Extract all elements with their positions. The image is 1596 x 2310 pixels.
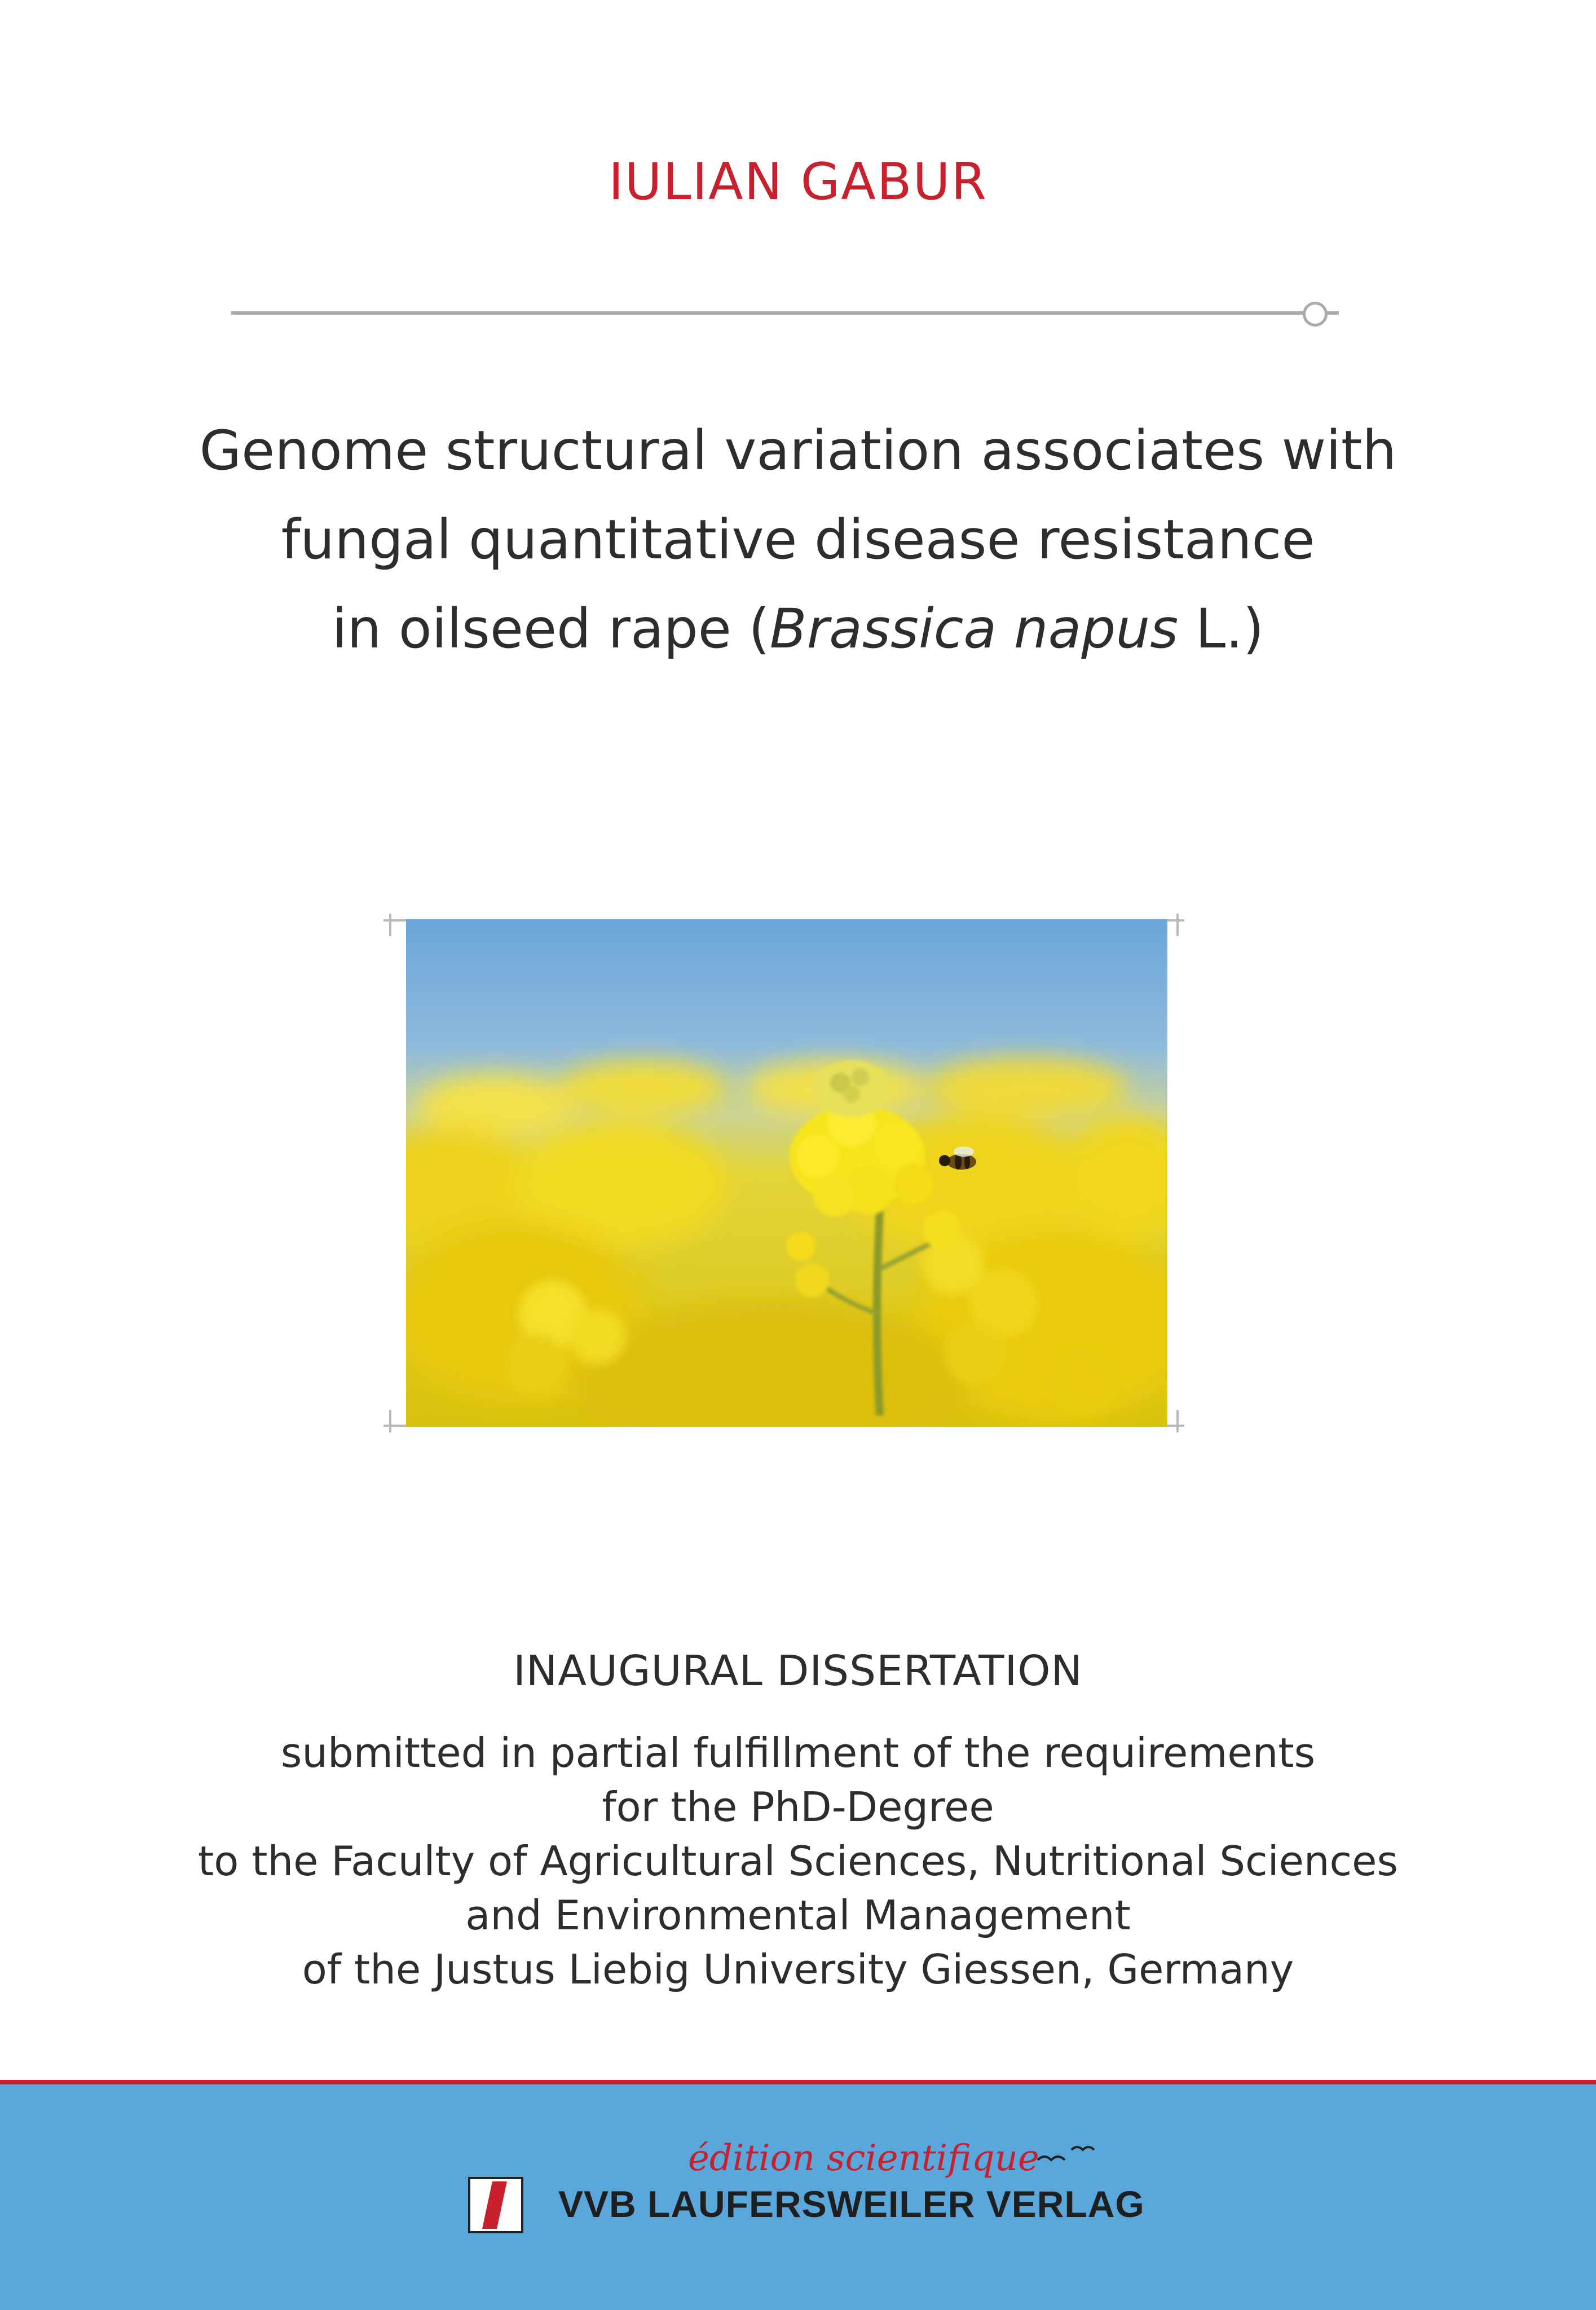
footer-accent-line [0,2080,1596,2084]
dissertation-line: submitted in partial fulfillment of the requirements [280,1729,1316,1776]
dissertation-heading: INAUGURAL DISSERTATION [513,1647,1083,1695]
title-line-3 [169,584,1427,673]
dissertation-description [0,1726,1596,1996]
title-line-1: Genome structural variation associates with [199,419,1397,482]
dissertation-line: for the PhD-Degree [602,1783,994,1831]
publisher-name: VVB LAUFERSWEILER VERLAG [558,2183,1145,2225]
rapeseed-flowers-image [406,919,1167,1427]
divider-tail [1326,311,1339,315]
birds-icon [1032,2137,1105,2177]
dissertation-line: of the Justus Liebig University Giessen, Germany [302,1946,1294,1993]
title-line-3-post: L.) [1178,597,1264,660]
book-title [169,406,1427,673]
dissertation-line: and Environmental Management [465,1892,1131,1939]
cover-photo-frame [383,897,1184,1461]
divider-knob [1303,302,1328,327]
author-name: IULIAN GABUR [608,152,988,211]
title-line-3-pre: in oilseed rape ( [332,597,770,660]
publisher-logo [462,2126,1145,2239]
divider-rule [231,311,1314,315]
dissertation-line: to the Faculty of Agricultural Sciences, Nutritional Sciences [198,1837,1398,1885]
rapeseed-photo [406,919,1167,1427]
publisher-logo-icon [468,2177,523,2233]
publisher-script: édition scientifique [688,2137,1039,2179]
title-species: Brassica napus [769,597,1179,660]
title-line-2: fungal quantitative disease resistance [281,508,1315,571]
